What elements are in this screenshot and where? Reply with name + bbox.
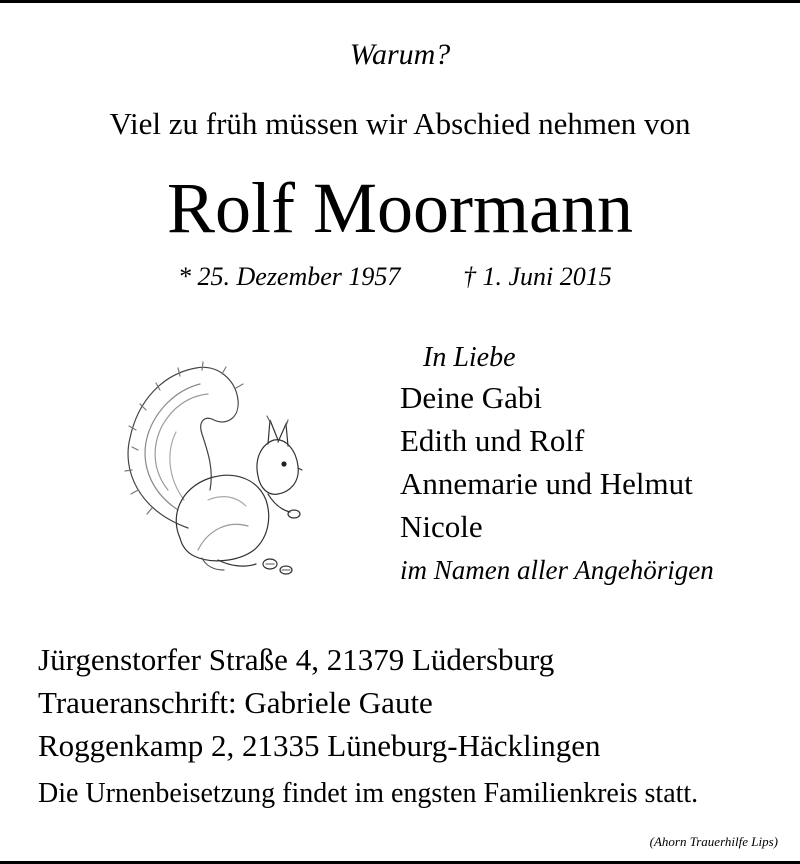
top-border: [0, 0, 800, 3]
address-block: [38, 638, 600, 767]
in-liebe-label: In Liebe: [423, 342, 516, 373]
address-line: Traueranschrift: Gabriele Gaute: [38, 685, 433, 720]
signer-line: Deine Gabi: [400, 380, 543, 415]
signer-line: Edith und Rolf: [400, 423, 585, 458]
intro-line: Viel zu früh müssen wir Abschied nehmen von: [109, 106, 691, 141]
address-line: Jürgenstorfer Straße 4, 21379 Lüdersburg: [38, 642, 555, 677]
question-heading: Warum?: [349, 38, 451, 71]
deceased-name: Rolf Moormann: [167, 168, 633, 248]
address-line: Roggenkamp 2, 21335 Lüneburg-Häcklingen: [38, 728, 601, 763]
funeral-home-credit: (Ahorn Trauerhilfe Lips): [649, 834, 778, 849]
signer-line: Annemarie und Helmut: [400, 466, 693, 501]
signers-block: [400, 340, 714, 592]
signer-line: Nicole: [400, 509, 483, 544]
burial-statement: Die Urnenbeisetzung findet im engsten Familienkreis statt.: [38, 778, 699, 809]
squirrel-icon: [118, 360, 308, 585]
death-date: † 1. Juni 2015: [463, 262, 612, 291]
on-behalf-line: im Namen aller Angehörigen: [400, 555, 714, 585]
birth-date: * 25. Dezember 1957: [178, 262, 401, 291]
